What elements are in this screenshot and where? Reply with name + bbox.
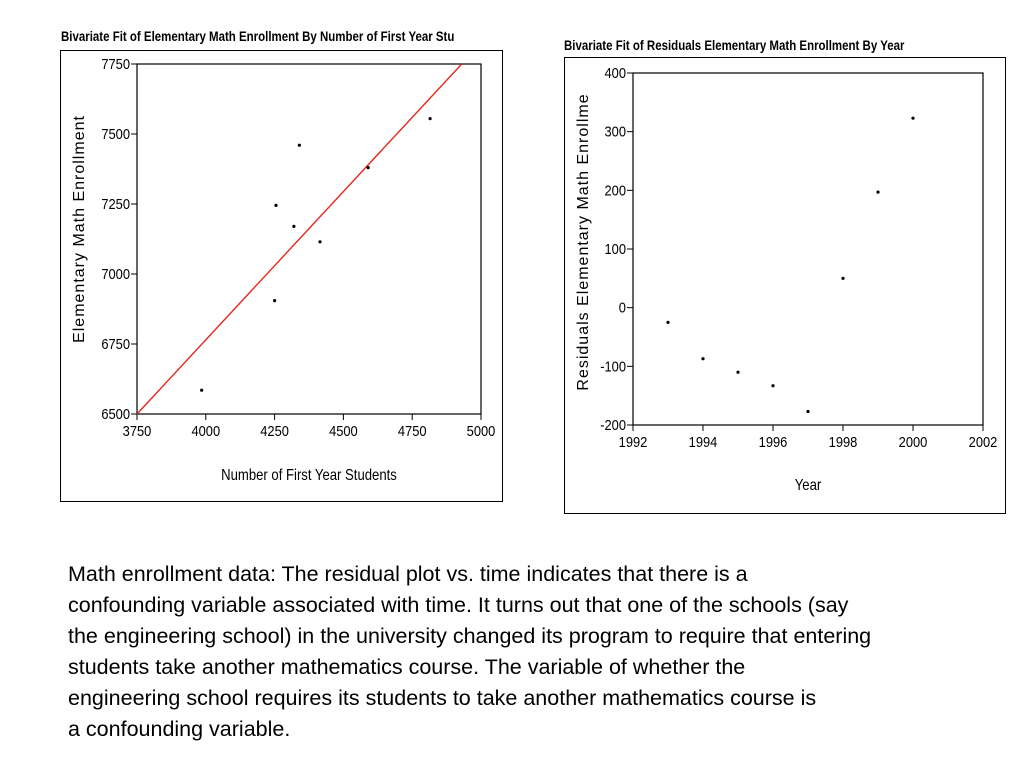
chart-1-x-tick-label: 4750: [397, 422, 427, 440]
chart-2-x-tick-label: 1992: [618, 433, 648, 451]
caption-line: engineering school requires its students to take another mathematics course is: [68, 686, 817, 710]
chart-1-data-point: [298, 144, 301, 147]
chart-2-x-axis-title: Year: [794, 476, 822, 495]
chart-2-data-point: [771, 384, 774, 387]
chart-1-y-axis-title: Elementary Math Enrollment: [71, 115, 88, 343]
chart-1-data-point: [292, 225, 295, 228]
caption-line: confounding variable associated with time. It turns out that one of the schools (say: [68, 593, 849, 617]
caption-line: Math enrollment data: The residual plot vs. time indicates that there is a: [68, 562, 748, 586]
chart-2-y-tick-label: -100: [600, 357, 626, 375]
chart-2-y-axis-title: Residuals Elementary Math Enrollme: [575, 93, 592, 391]
chart-1-plot-area: [137, 64, 481, 414]
chart-2-y-tick-label: 200: [604, 181, 626, 199]
chart-1-x-tick-label: 4250: [260, 422, 289, 440]
chart-1-x-tick-label: 4500: [329, 422, 358, 440]
caption-line: students take another mathematics course. The variable of whether the: [68, 655, 746, 679]
chart-1-y-tick-label: 6750: [101, 335, 130, 353]
chart-1-title: Bivariate Fit of Elementary Math Enrollment By Number of First Year Stu: [61, 28, 455, 44]
chart-1-data-point: [200, 389, 203, 392]
chart-1-data-point: [367, 166, 370, 169]
chart-2-data-point: [666, 321, 669, 324]
chart-2-y-tick-label: -200: [600, 416, 626, 434]
chart-2-data-point: [701, 357, 704, 360]
chart-1-fit-line: [137, 64, 462, 414]
chart-2-y-tick-label: 300: [604, 122, 626, 140]
chart-2-x-tick-label: 1996: [758, 433, 788, 451]
caption-text: [68, 559, 1024, 745]
chart-1-y-tick-label: 7750: [101, 55, 130, 73]
chart-1-y-tick-label: 7000: [101, 265, 130, 283]
caption-line: a confounding variable.: [68, 717, 291, 741]
chart-2-data-point: [736, 371, 739, 374]
chart-2-plot-area: [633, 73, 983, 425]
chart-2-title: Bivariate Fit of Residuals Elementary Math Enrollment By Year: [564, 37, 905, 53]
chart-1-x-tick-label: 4000: [191, 422, 221, 440]
chart-1-y-tick-label: 7250: [101, 195, 130, 213]
chart-2-data-point: [841, 277, 844, 280]
chart-2-y-tick-label: 400: [604, 64, 626, 82]
chart-2-y-tick-label: 0: [618, 298, 626, 316]
chart-1-y-tick-label: 6500: [101, 405, 130, 423]
chart-2-x-tick-label: 1994: [688, 433, 718, 451]
chart-1-x-tick-label: 5000: [466, 422, 496, 440]
chart-1-data-point: [274, 204, 277, 207]
chart-1-data-point: [428, 117, 431, 120]
chart-2-x-tick-label: 2000: [898, 433, 928, 451]
chart-2-x-tick-label: 1998: [828, 433, 858, 451]
chart-1-data-point: [318, 240, 321, 243]
caption-line: the engineering school) in the university changed its program to require that entering: [68, 624, 872, 648]
chart-1-x-tick-label: 3750: [122, 422, 152, 440]
chart-2-data-point: [876, 190, 879, 193]
chart-2-x-tick-label: 2002: [968, 433, 998, 451]
chart-1-y-tick-label: 7500: [101, 125, 130, 143]
chart-1-data-point: [273, 299, 276, 302]
chart-2-data-point: [806, 410, 809, 413]
chart-2-y-tick-label: 100: [604, 240, 626, 258]
chart-2-data-point: [911, 117, 914, 120]
chart-1-x-axis-title: Number of First Year Students: [221, 466, 397, 485]
